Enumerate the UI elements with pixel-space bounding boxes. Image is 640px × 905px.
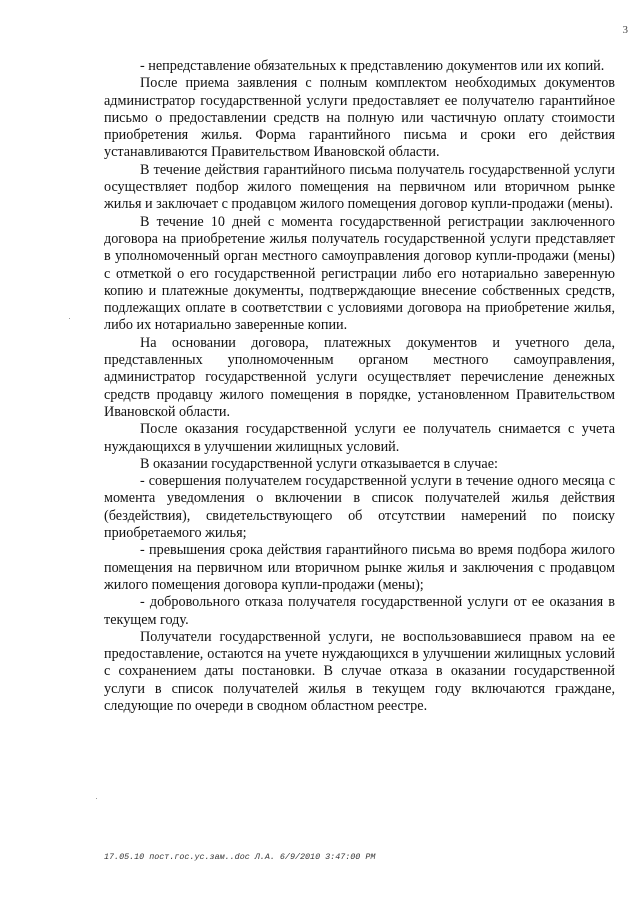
scan-speck <box>96 798 97 799</box>
paragraph-housing-selection: В течение действия гарантийного письма получатель государственной услуги осуществляет подбор жилого помещения на первичном или вторичном рынке жилья и заключает с продавцом жилого помещения договор купли-продажи (мены). <box>104 161 615 213</box>
document-body <box>104 58 615 715</box>
paragraph-refusal-case-3: - добровольного отказа получателя государственной услуги от ее оказания в текущем году. <box>104 594 615 628</box>
paragraph-funds-transfer: На основании договора, платежных документов и учетного дела, представленных уполномоченным органом местного самоуправления, администратор государственной услуги осуществляет перечисление денежных средств продавцу жилого помещения в порядке, установленном Правительством Ивановской области. <box>104 334 615 420</box>
paragraph-refusal-intro: В оказании государственной услуги отказывается в случае: <box>140 455 498 472</box>
paragraph-refusal-case-2: - превышения срока действия гарантийного письма во время подбора жилого помещения на первичном или вторичном рынке жилья и заключения с продавцом жилого помещения договора купли-продажи (мены); <box>104 542 615 593</box>
page-number: 3 <box>622 24 628 36</box>
paragraph-missing-documents: - непредставление обязательных к представлению документов или их копий. <box>140 58 605 74</box>
paragraph-remaining-on-register: Получатели государственной услуги, не воспользовавшиеся правом на ее предоставление, остаются на учете нуждающихся в улучшении жилищных условий с сохранением даты постановки. В случае отказа в оказании государственной услуги в список получателей жилья в текущем году включаются граждане, следующие по очереди в сводном областном реестре. <box>104 628 615 714</box>
scan-speck <box>69 318 70 319</box>
file-footer: 17.05.10 пост.гос.ус.зам..doc Л.А. 6/9/2010 3:47:00 PM <box>104 852 376 862</box>
paragraph-refusal-case-1: - совершения получателем государственной услуги в течение одного месяца с момента уведомления о включении в список получателей жилья действия (бездействия), свидетельствующего об отсутствии намерений по поиску приобретаемого жилья; <box>104 473 615 542</box>
paragraph-guarantee-letter: После приема заявления с полным комплектом необходимых документов администратор государственной услуги предоставляет ее получателю гарантийное письмо о предоставлении средств на полную или частичную оплату стоимости приобретения жилья. Форма гарантийного письма и сроки его действия устанавливаются Правительством Ивановской области. <box>104 75 615 161</box>
paragraph-registration-deadline: В течение 10 дней с момента государственной регистрации заключенного договора на приобретение жилья получатель государственной услуги представляет в уполномоченный орган местного самоуправления договор купли-продажи (мены) с отметкой о его государственной регистрации либо его нотариально заверенную копию и платежные документы, подтверждающие внесение собственных средств, подлежащих оплате в соответствии с условиями договора на приобретение жилья, либо их нотариально заверенные копии. <box>104 213 615 334</box>
paragraph-deregistration: После оказания государственной услуги ее получатель снимается с учета нуждающихся в улучшении жилищных условий. <box>104 421 615 455</box>
